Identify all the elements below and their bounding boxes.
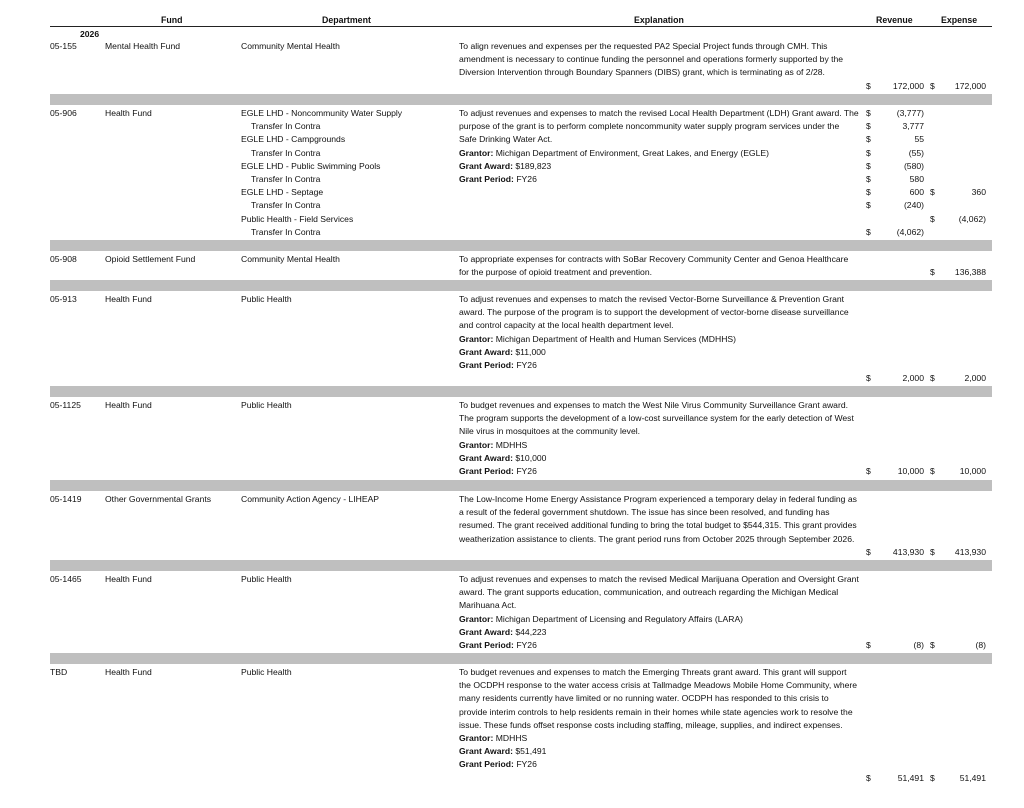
grant-award-line-label: Grant Award: bbox=[459, 160, 513, 171]
section-separator bbox=[50, 94, 992, 105]
grant-award-line-value: $11,000 bbox=[515, 346, 546, 357]
record-number: 05-1125 bbox=[50, 400, 81, 410]
revenue-currency: $ bbox=[866, 772, 871, 783]
fund-name: Mental Health Fund bbox=[105, 41, 180, 51]
grantor-line-value: MDHHS bbox=[495, 733, 528, 744]
grantor-line-label: Grantor: bbox=[459, 439, 494, 450]
grantor-line-label: Grantor: bbox=[459, 147, 494, 158]
revenue-amount: (580) bbox=[903, 160, 924, 171]
department-line: Public Health bbox=[241, 667, 292, 677]
grant-award-line bbox=[459, 452, 859, 465]
department-line: Transfer In Contra bbox=[251, 121, 321, 132]
revenue-amount: 51,491 bbox=[897, 772, 924, 783]
expense-amount: 2,000 bbox=[964, 373, 986, 384]
grantor-line bbox=[459, 732, 859, 745]
department-line: Public Health bbox=[241, 400, 292, 410]
grant-period-line-label: Grant Period: bbox=[459, 640, 514, 651]
section-separator bbox=[50, 280, 992, 291]
fund-name: Health Fund bbox=[105, 667, 152, 677]
expense-amount: 136,388 bbox=[954, 267, 986, 278]
expense-amount: (4,062) bbox=[958, 213, 986, 224]
revenue-currency: $ bbox=[866, 226, 871, 237]
record-number: 05-1465 bbox=[50, 574, 82, 584]
department-list bbox=[241, 399, 292, 412]
revenue-currency: $ bbox=[866, 200, 871, 211]
record-number: 05-908 bbox=[50, 254, 77, 264]
department-line: EGLE LHD - Public Swimming Pools bbox=[241, 160, 381, 171]
grant-award-line bbox=[459, 626, 859, 639]
fund-name: Opioid Settlement Fund bbox=[105, 254, 196, 264]
revenue-currency: $ bbox=[866, 640, 871, 650]
department-list bbox=[241, 107, 402, 239]
revenue-amount: (55) bbox=[908, 147, 924, 158]
grant-award-line-label: Grant Award: bbox=[459, 452, 513, 463]
revenue-currency: $ bbox=[866, 108, 871, 118]
revenue-amount: 600 bbox=[909, 187, 924, 198]
expense-currency: $ bbox=[930, 267, 935, 278]
grant-period-line-value: FY26 bbox=[516, 360, 537, 371]
expense-amount: (8) bbox=[975, 640, 986, 650]
revenue-amount: 172,000 bbox=[892, 80, 924, 91]
explanation-body: To budget revenues and expenses to match the West Nile Virus Community Surveillance Grant award. The program supports the development of a low-cost surveillance system for the early detection of West Nile virus in mosquitoes at the community level. bbox=[459, 400, 854, 437]
grant-period-line bbox=[459, 173, 859, 186]
expense-amount: 172,000 bbox=[954, 80, 986, 91]
explanation-text bbox=[459, 493, 859, 546]
header-expense: Expense bbox=[941, 15, 978, 25]
expense-currency: $ bbox=[930, 213, 935, 224]
department-list bbox=[241, 40, 340, 53]
grantor-line bbox=[459, 613, 859, 626]
grant-award-line-value: $189,823 bbox=[515, 160, 552, 171]
fund-name: Health Fund bbox=[105, 108, 152, 118]
department-list bbox=[241, 493, 379, 506]
grant-period-line-label: Grant Period: bbox=[459, 466, 514, 477]
expense-currency: $ bbox=[930, 466, 935, 476]
expense-amount: 413,930 bbox=[954, 546, 986, 557]
grant-award-line bbox=[459, 745, 859, 758]
grant-award-line-label: Grant Award: bbox=[459, 746, 513, 757]
revenue-amount: 580 bbox=[909, 174, 924, 184]
department-list bbox=[241, 253, 340, 266]
grant-period-line bbox=[459, 639, 859, 652]
department-line: Community Mental Health bbox=[241, 41, 340, 51]
explanation-text bbox=[459, 666, 859, 772]
department-line: EGLE LHD - Septage bbox=[241, 187, 324, 198]
grant-period-line bbox=[459, 758, 859, 771]
grant-period-line-value: FY26 bbox=[516, 466, 537, 477]
explanation-text bbox=[459, 40, 859, 80]
revenue-amount: 10,000 bbox=[897, 466, 924, 476]
expense-currency: $ bbox=[930, 546, 935, 557]
grant-award-line bbox=[459, 160, 859, 173]
revenue-amount: (8) bbox=[913, 640, 924, 650]
revenue-currency: $ bbox=[866, 546, 871, 557]
header-revenue: Revenue bbox=[876, 15, 913, 25]
department-line: Public Health bbox=[241, 574, 292, 584]
section-separator bbox=[50, 480, 992, 491]
expense-amount: 10,000 bbox=[959, 466, 986, 476]
revenue-amount: 2,000 bbox=[902, 373, 924, 384]
grant-period-line-value: FY26 bbox=[516, 759, 537, 770]
department-line: EGLE LHD - Noncommunity Water Supply bbox=[241, 108, 403, 118]
revenue-amount: (3,777) bbox=[896, 108, 924, 118]
department-line: Transfer In Contra bbox=[251, 226, 321, 237]
expense-currency: $ bbox=[930, 80, 935, 91]
expense-currency: $ bbox=[930, 772, 935, 783]
explanation-body: To adjust revenues and expenses to match the revised Local Health Department (LDH) Grant award. The purpose of the grant is to perform complete noncommunity water supply program services under the Safe Drinking Water Act. bbox=[459, 108, 859, 145]
grant-award-line-label: Grant Award: bbox=[459, 346, 513, 357]
grantor-line-value: Michigan Department of Licensing and Regulatory Affairs (LARA) bbox=[495, 613, 744, 624]
grantor-line bbox=[459, 333, 859, 346]
revenue-currency: $ bbox=[866, 134, 871, 145]
explanation-text bbox=[459, 399, 859, 478]
section-separator bbox=[50, 240, 992, 251]
department-line: Public Health - Field Services bbox=[241, 213, 354, 224]
fund-name: Health Fund bbox=[105, 294, 152, 304]
grant-period-line-value: FY26 bbox=[516, 174, 537, 185]
grantor-line-label: Grantor: bbox=[459, 333, 494, 344]
department-line: Community Mental Health bbox=[241, 254, 340, 264]
department-line: Transfer In Contra bbox=[251, 200, 321, 211]
explanation-body: To adjust revenues and expenses to match the revised Vector-Borne Surveillance & Prevention Grant award. The purpose of the program is to support the development of vector-borne disease surveillance and control capacity at the local health department level. bbox=[459, 294, 849, 331]
department-list bbox=[241, 666, 292, 679]
grantor-line bbox=[459, 439, 859, 452]
department-list bbox=[241, 573, 292, 586]
explanation-text bbox=[459, 573, 859, 652]
expense-currency: $ bbox=[930, 373, 935, 384]
grantor-line-value: MDHHS bbox=[495, 439, 528, 450]
grantor-line-value: Michigan Department of Environment, Great Lakes, and Energy (EGLE) bbox=[495, 147, 769, 158]
department-line: Public Health bbox=[241, 294, 292, 304]
department-line: Transfer In Contra bbox=[251, 174, 321, 185]
grantor-line-label: Grantor: bbox=[459, 613, 494, 624]
explanation-body: To budget revenues and expenses to match the Emerging Threats grant award. This grant will support the OCDPH response to the water access crisis at Tallmadge Meadows Mobile Home Community, where many residents currently have limited or no running water. OCDPH has responded to this crisis to provide interim controls to help residents remain in their homes while state agencies work to resolve the issue. These funds offset response costs including staffing, mileage, supplies, and indirect expenses. bbox=[459, 667, 858, 730]
record-number: 05-913 bbox=[50, 294, 77, 304]
expense-amount: 51,491 bbox=[959, 772, 986, 783]
grant-period-line bbox=[459, 465, 859, 478]
revenue-currency: $ bbox=[866, 174, 871, 184]
grant-period-line-label: Grant Period: bbox=[459, 759, 514, 770]
grantor-line-label: Grantor: bbox=[459, 733, 494, 744]
revenue-currency: $ bbox=[866, 80, 871, 91]
explanation-text bbox=[459, 293, 859, 372]
fund-name: Other Governmental Grants bbox=[105, 494, 212, 504]
expense-amount: 360 bbox=[971, 187, 986, 198]
expense-currency: $ bbox=[930, 187, 935, 198]
expense-currency: $ bbox=[930, 640, 935, 650]
explanation-body: To appropriate expenses for contracts with SoBar Recovery Community Center and Genoa Healthcare for the purpose of opioid treatment and prevention. bbox=[459, 254, 849, 278]
grantor-line-value: Michigan Department of Health and Human Services (MDHHS) bbox=[495, 333, 737, 344]
explanation-body: The Low-Income Home Energy Assistance Program experienced a temporary delay in federal funding as a result of the federal government shutdown. The issue has since been resolved, and funding has resumed. The grant received additional funding to bring the total budget to $544,315. This grant provides weatherization assistance to clients. The grant period runs from October 2025 through September 2026. bbox=[459, 494, 857, 544]
grant-period-line bbox=[459, 359, 859, 372]
header-fund: Fund bbox=[161, 15, 183, 25]
grant-period-line-label: Grant Period: bbox=[459, 360, 514, 371]
revenue-amount: (240) bbox=[903, 200, 924, 211]
department-line: Transfer In Contra bbox=[251, 147, 321, 158]
revenue-amount: (4,062) bbox=[896, 226, 924, 237]
explanation-body: To align revenues and expenses per the requested PA2 Special Project funds through CMH. This amendment is necessary to continue funding the personnel and operations formerly supported by the Diversion Intervention through Boundary Spanners (DIBS) grant, which is terminating as of 2/28. bbox=[459, 41, 844, 78]
record-number: 05-1419 bbox=[50, 494, 82, 504]
record-number: 05-906 bbox=[50, 108, 77, 118]
explanation-text bbox=[459, 253, 859, 279]
header-explanation: Explanation bbox=[634, 15, 684, 25]
record-number: 05-155 bbox=[50, 41, 77, 51]
fund-name: Health Fund bbox=[105, 574, 152, 584]
section-separator bbox=[50, 386, 992, 397]
section-separator bbox=[50, 653, 992, 664]
revenue-currency: $ bbox=[866, 187, 871, 198]
grantor-line bbox=[459, 147, 859, 160]
grant-award-line-value: $10,000 bbox=[515, 452, 547, 463]
revenue-amount: 3,777 bbox=[902, 121, 924, 132]
revenue-currency: $ bbox=[866, 147, 871, 158]
grant-period-line-value: FY26 bbox=[516, 640, 537, 651]
header-department: Department bbox=[322, 15, 371, 25]
revenue-amount: 413,930 bbox=[892, 546, 924, 557]
revenue-currency: $ bbox=[866, 160, 871, 171]
grant-award-line-label: Grant Award: bbox=[459, 626, 513, 637]
fund-name: Health Fund bbox=[105, 400, 152, 410]
revenue-currency: $ bbox=[866, 373, 871, 384]
revenue-currency: $ bbox=[866, 466, 871, 476]
grant-award-line-value: $51,491 bbox=[515, 746, 547, 757]
grant-period-line-label: Grant Period: bbox=[459, 174, 514, 185]
section-separator bbox=[50, 560, 992, 571]
department-line: EGLE LHD - Campgrounds bbox=[241, 134, 346, 145]
revenue-amount: 55 bbox=[914, 134, 924, 145]
department-list bbox=[241, 293, 292, 306]
grant-award-line-value: $44,223 bbox=[515, 626, 547, 637]
revenue-currency: $ bbox=[866, 121, 871, 132]
department-line: Community Action Agency - LIHEAP bbox=[241, 494, 380, 504]
explanation-text bbox=[459, 107, 859, 186]
fiscal-year: 2026 bbox=[80, 29, 100, 39]
header-rule bbox=[50, 26, 992, 27]
explanation-body: To adjust revenues and expenses to match the revised Medical Marijuana Operation and Oversight Grant award. The grant supports education, communication, and outreach regarding the Michigan Medical Marihuana Act. bbox=[459, 574, 859, 611]
record-number: TBD bbox=[50, 667, 68, 677]
grant-award-line bbox=[459, 346, 859, 359]
